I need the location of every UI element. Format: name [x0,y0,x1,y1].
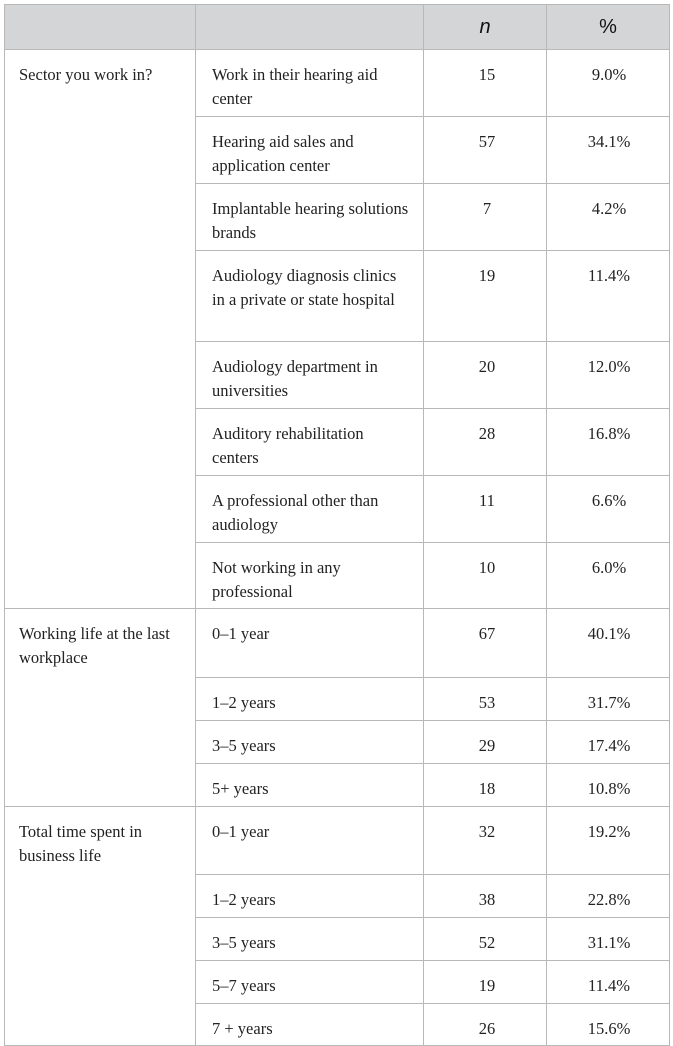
header-percent: % [547,5,670,50]
category-cell: Audiology department in universities [196,342,424,409]
header-blank-2 [196,5,424,50]
count-cell: 18 [424,764,547,807]
percent-cell: 17.4% [547,721,670,764]
percent-cell: 10.8% [547,764,670,807]
count-cell: 20 [424,342,547,409]
table-row [5,609,670,678]
header-blank-1 [5,5,196,50]
category-cell: Implantable hearing solutions brands [196,184,424,251]
percent-cell: 22.8% [547,875,670,918]
percent-cell: 6.0% [547,543,670,609]
percent-cell: 11.4% [547,961,670,1004]
percent-cell: 34.1% [547,117,670,184]
category-cell: Work in their hearing aid center [196,50,424,117]
category-cell: A professional other than audiology [196,476,424,543]
count-cell: 10 [424,543,547,609]
percent-cell: 31.7% [547,678,670,721]
count-cell: 53 [424,678,547,721]
count-cell: 15 [424,50,547,117]
category-cell: 0–1 year [196,609,424,678]
count-cell: 11 [424,476,547,543]
count-cell: 19 [424,961,547,1004]
count-cell: 19 [424,251,547,342]
percent-cell: 31.1% [547,918,670,961]
table-row [5,50,670,117]
data-table [4,4,670,1046]
percent-cell: 19.2% [547,807,670,875]
count-cell: 38 [424,875,547,918]
group-label: Total time spent in business life [5,807,196,1046]
count-cell: 67 [424,609,547,678]
category-cell: Auditory rehabilitation centers [196,409,424,476]
percent-cell: 6.6% [547,476,670,543]
count-cell: 29 [424,721,547,764]
percent-cell: 12.0% [547,342,670,409]
percent-cell: 11.4% [547,251,670,342]
count-cell: 32 [424,807,547,875]
count-cell: 57 [424,117,547,184]
category-cell: 3–5 years [196,721,424,764]
category-cell: Hearing aid sales and application center [196,117,424,184]
category-cell: 1–2 years [196,875,424,918]
percent-cell: 4.2% [547,184,670,251]
percent-cell: 9.0% [547,50,670,117]
percent-cell: 15.6% [547,1004,670,1046]
count-cell: 52 [424,918,547,961]
group-label: Working life at the last workplace [5,609,196,807]
count-cell: 28 [424,409,547,476]
category-cell: Audiology diagnosis clinics in a private or state hospital [196,251,424,342]
count-cell: 7 [424,184,547,251]
category-cell: 0–1 year [196,807,424,875]
category-cell: 1–2 years [196,678,424,721]
category-cell: 3–5 years [196,918,424,961]
table-row [5,807,670,875]
header-n: n [424,5,547,50]
category-cell: 5+ years [196,764,424,807]
category-cell: 5–7 years [196,961,424,1004]
count-cell: 26 [424,1004,547,1046]
header-row [5,5,670,50]
percent-cell: 16.8% [547,409,670,476]
percent-cell: 40.1% [547,609,670,678]
group-label: Sector you work in? [5,50,196,609]
category-cell: Not working in any professional [196,543,424,609]
category-cell: 7 + years [196,1004,424,1046]
